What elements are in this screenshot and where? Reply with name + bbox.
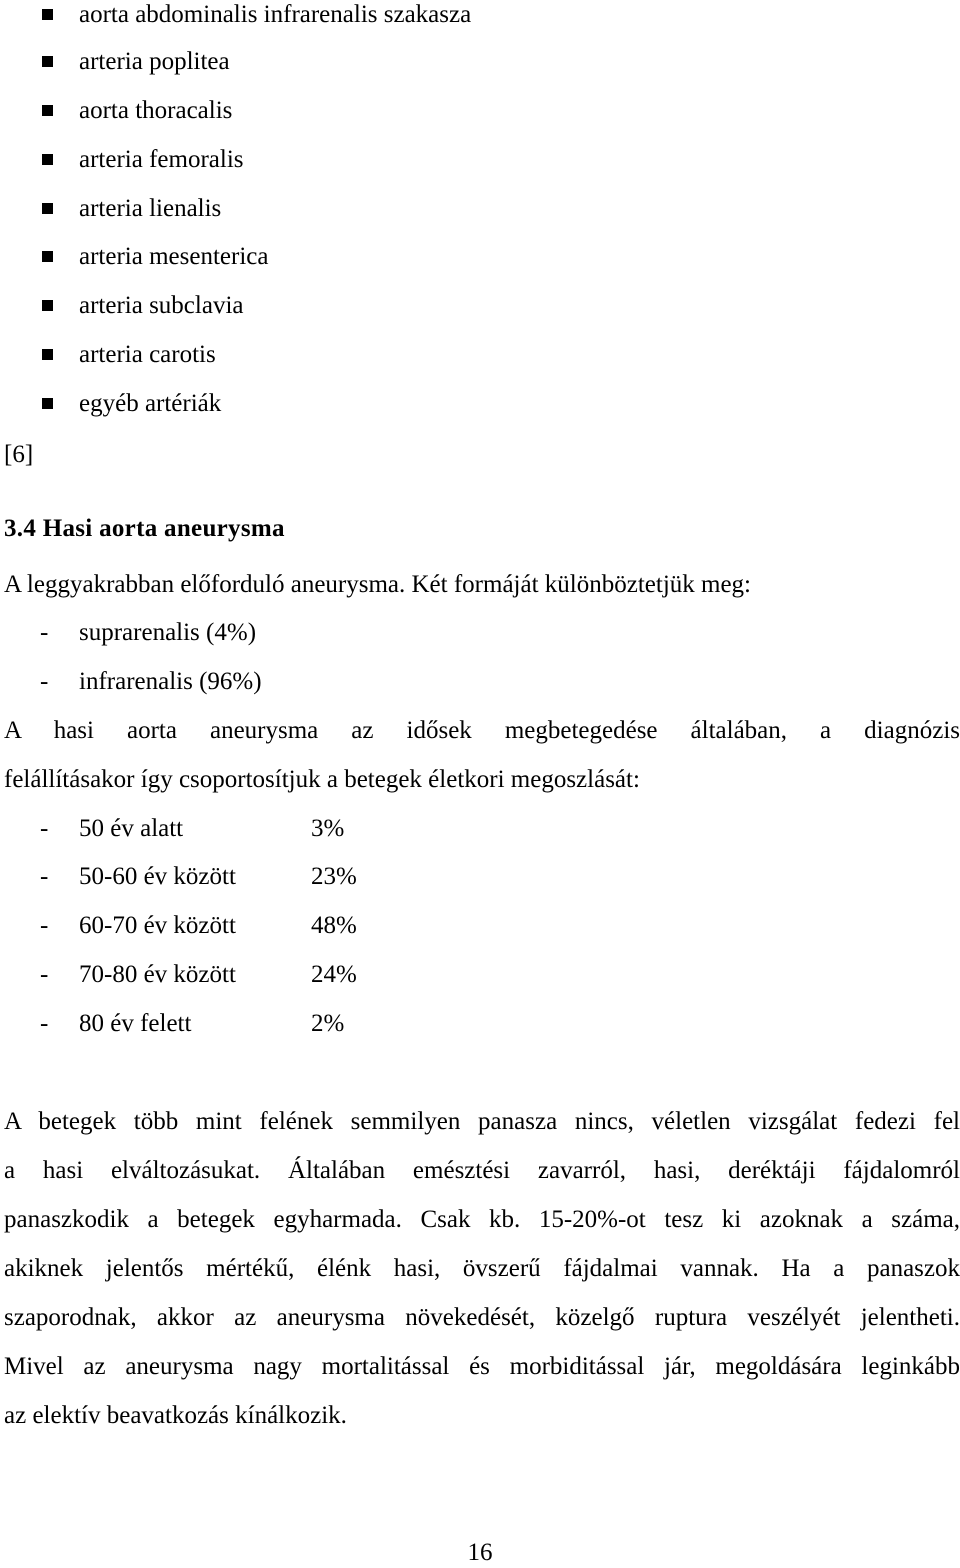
list-item-text: infrarenalis (96%) xyxy=(79,668,262,695)
dash-marker: - xyxy=(40,863,49,890)
age-group-percent: 23% xyxy=(311,863,357,890)
dash-marker: - xyxy=(40,815,49,842)
age-group-percent: 24% xyxy=(311,961,357,988)
paragraph-line: A hasi aorta aneurysma az idősek megbetegedése általában, a diagnózis xyxy=(4,717,960,744)
paragraph-line: A betegek több mint felének semmilyen panasza nincs, véletlen vizsgálat fedezi fel xyxy=(4,1108,960,1135)
reference-citation: [6] xyxy=(4,441,34,468)
paragraph-line: Mivel az aneurysma nagy mortalitással és morbiditással jár, megoldására leginkább xyxy=(4,1353,960,1380)
page-number: 16 xyxy=(467,1539,493,1566)
age-group-percent: 48% xyxy=(311,912,357,939)
list-item-text: arteria lienalis xyxy=(79,195,222,222)
dash-marker: - xyxy=(40,668,49,695)
section-heading: 3.4 Hasi aorta aneurysma xyxy=(4,515,285,542)
paragraph-line: felállításakor így csoportosítjuk a betegek életkori megoszlását: xyxy=(4,766,640,793)
square-bullet-icon xyxy=(42,203,53,214)
paragraph-line: szaporodnak, akkor az aneurysma növekedését, közelgő ruptura veszélyét jelentheti. xyxy=(4,1304,960,1331)
square-bullet-icon xyxy=(42,105,53,116)
square-bullet-icon xyxy=(42,56,53,67)
paragraph-line: panaszkodik a betegek egyharmada. Csak kb. 15-20%-ot tesz ki azoknak a száma, xyxy=(4,1206,960,1233)
square-bullet-icon xyxy=(42,398,53,409)
paragraph-line: az elektív beavatkozás kínálkozik. xyxy=(4,1402,347,1429)
square-bullet-icon xyxy=(42,349,53,360)
age-group-label: 50-60 év között xyxy=(79,863,236,890)
list-item-text: arteria poplitea xyxy=(79,48,230,75)
dash-marker: - xyxy=(40,912,49,939)
list-item-text: arteria mesenterica xyxy=(79,243,269,270)
list-item-text: aorta thoracalis xyxy=(79,97,233,124)
age-group-percent: 2% xyxy=(311,1010,345,1037)
dash-marker: - xyxy=(40,619,49,646)
intro-line: A leggyakrabban előforduló aneurysma. Két formáját különböztetjük meg: xyxy=(4,571,751,598)
list-item-text: aorta abdominalis infrarenalis szakasza xyxy=(79,1,472,28)
square-bullet-icon xyxy=(42,154,53,165)
square-bullet-icon xyxy=(42,300,53,311)
list-item-text: arteria femoralis xyxy=(79,146,244,173)
dash-marker: - xyxy=(40,961,49,988)
list-item-text: arteria carotis xyxy=(79,341,216,368)
list-item-text: arteria subclavia xyxy=(79,292,244,319)
age-group-label: 50 év alatt xyxy=(79,815,184,842)
age-group-label: 80 év felett xyxy=(79,1010,192,1037)
paragraph-line: akiknek jelentős mértékű, élénk hasi, övszerű fájdalmai vannak. Ha a panaszok xyxy=(4,1255,960,1282)
paragraph-line: a hasi elváltozásukat. Általában emésztési zavarról, hasi, deréktáji fájdalomról xyxy=(4,1157,960,1184)
list-item-text: suprarenalis (4%) xyxy=(79,619,257,646)
square-bullet-icon xyxy=(42,9,53,20)
list-item-text: egyéb artériák xyxy=(79,390,222,417)
age-group-percent: 3% xyxy=(311,815,345,842)
square-bullet-icon xyxy=(42,251,53,262)
dash-marker: - xyxy=(40,1010,49,1037)
age-group-label: 60-70 év között xyxy=(79,912,236,939)
age-group-label: 70-80 év között xyxy=(79,961,236,988)
